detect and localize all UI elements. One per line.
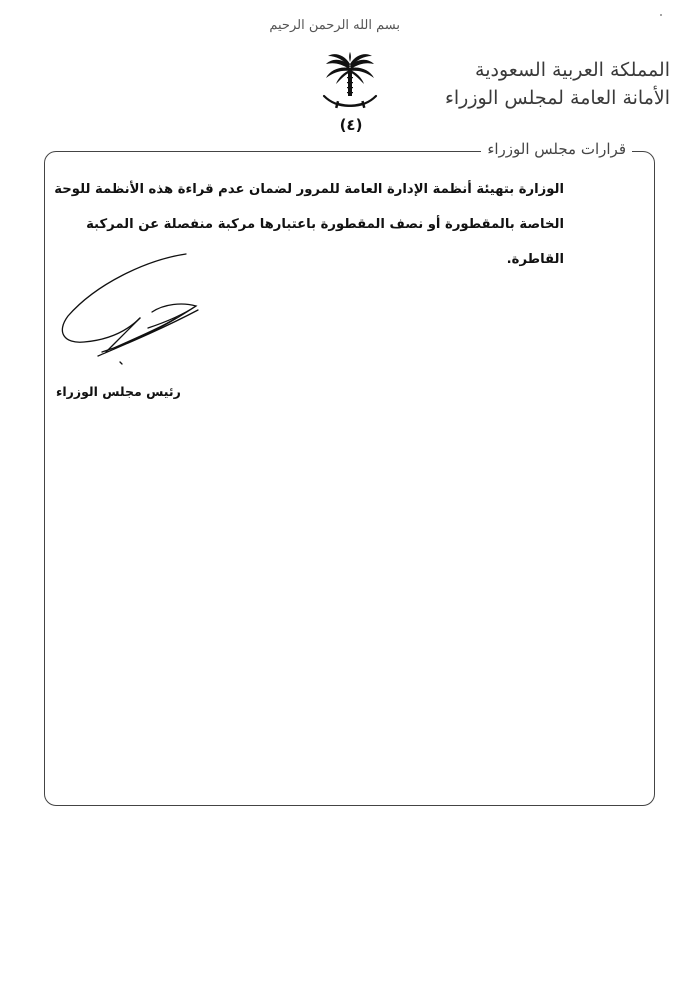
org-name-line-2: الأمانة العامة لمجلس الوزراء <box>444 87 670 109</box>
signer-title: رئيس مجلس الوزراء <box>56 384 181 399</box>
body-line: القاطرة. <box>506 252 564 267</box>
letterhead-organization <box>444 56 670 112</box>
scan-speck <box>660 14 662 16</box>
document-number: (٤) <box>339 116 363 134</box>
org-name-line-1: المملكة العربية السعودية <box>475 59 670 81</box>
handwritten-signature <box>56 248 206 370</box>
body-line: الوزارة بتهيئة أنظمة الإدارة العامة للمرور لضمان عدم قراءة هذه الأنظمة للوحة <box>54 182 564 197</box>
basmala-calligraphy: بسم الله الرحمن الرحيم <box>269 18 400 33</box>
frame-title: قرارات مجلس الوزراء <box>481 140 632 158</box>
saudi-emblem-icon <box>318 52 382 114</box>
body-line: الخاصة بالمقطورة أو نصف المقطورة باعتبارها مركبة منفصلة عن المركبة <box>86 217 564 232</box>
